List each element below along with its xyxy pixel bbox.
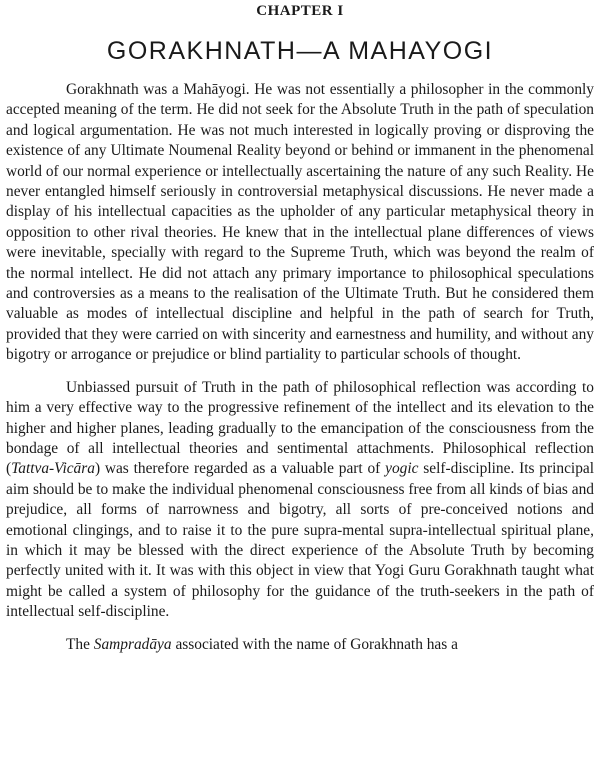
term-yogic: yogic xyxy=(385,460,419,478)
paragraph-1: Gorakhnath was a Mahāyogi. He was not essentially a philosopher in the commonly accepted meaning of the term. He did not seek for the Absolute Truth in the path of speculation and logical argumentation. He was not much interested in logically proving or disproving the existence of any Ultimate Noumenal Reality beyond or behind or immanent in the phenomenal world of our normal experience or intellectually ascertaining the nature of any such Reality. He never entangled himself seriously in controversial metaphysical discussions. He never made a display of his intellectual capacities as the upholder of any particular metaphysical theory in opposition to other rival theories. He knew that in the intellectual plane differences of views were inevitable, specially with regard to the Supreme Truth, which was beyond the realm of the normal intellect. He did not attach any primary importance to philosophical speculations and controversies as a means to the realisation of the Ultimate Truth. But he considered them valuable as modes of intellectual discipline and helpful in the path of search for Truth, provided that they were carried on with sincerity and earnestness and humility, and without any bigotry or arrogance or prejudice or blind partiality to particular schools of thought. xyxy=(6,81,594,364)
chapter-title: GORAKHNATH—A MAHAYOGI xyxy=(106,37,494,65)
paragraph-2 xyxy=(6,378,594,623)
chapter-body xyxy=(6,80,594,655)
term-sampradaya: Sampradāya xyxy=(93,635,172,653)
paragraph-3-part-b: associated with the name of Gorakhnath has a xyxy=(171,635,458,653)
paragraph-2-part-a: Unbiassed pursuit of Truth in the path of philosophical reflection was according to him a very effective way to the progressive refinement of the intellect and its elevation to the higher and higher planes, leading gradually to the emancipation of the consciousness from the bondage of all intellectual theories and sentimental attachments. Philosophical reflection ( xyxy=(6,378,594,478)
paragraph-2-part-b: ) was therefore regarded as a valuable part of xyxy=(94,460,386,478)
paragraph-2-part-c: self-discipline. Its principal aim should be to make the individual phenomenal consciousness free from all kinds of bias and prejudice, all forms of narrowness and bigotry, all sorts of pre-conceived notions and emotional clingings, and to raise it to the pure supra-mental supra-intellectual spiritual plane, in which it may be blessed with the direct experience of the Absolute Truth by becoming perfectly united with it. It was with this object in view that Yogi Guru Gorakhnath taught what might be called a system of philosophy for the guidance of the truth-seekers in the path of intellectual self-discipline. xyxy=(6,460,595,621)
paragraph-3 xyxy=(6,635,594,655)
term-tattva-vicara: Tattva-Vicāra xyxy=(11,460,95,478)
paragraph-3-part-a: The xyxy=(66,635,94,653)
chapter-label: CHAPTER I xyxy=(256,3,344,19)
